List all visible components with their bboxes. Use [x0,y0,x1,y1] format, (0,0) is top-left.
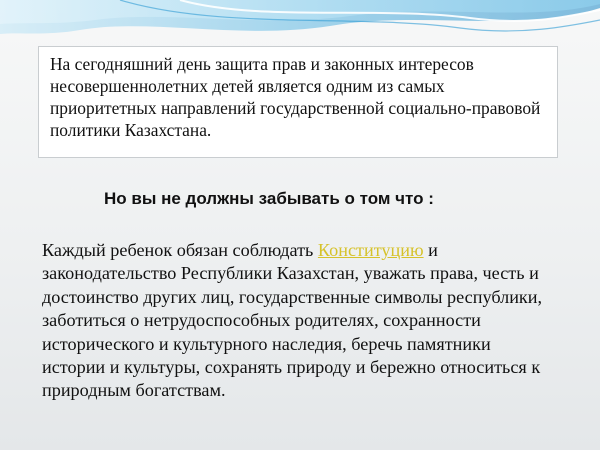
body-text-before-link: Каждый ребенок обязан соблюдать [42,240,318,260]
body-paragraph [42,239,557,403]
body-text-after-link: и законодательство Республики Казахстан, уважать права, честь и достоинство других лиц, государственные символы республики, заботиться о нетрудоспособных родителях, сохранности исторического и культурного наследия, беречь памятники истории и культуры, сохранять природу и бережно относиться к природным богатствам. [42,240,543,401]
constitution-link[interactable]: Конституцию [317,240,424,260]
intro-paragraph: На сегодняшний день защита прав и законных интересов несовершеннолетних детей является одним из самых приоритетных направлений государственной социально-правовой политики Казахстана. [50,54,541,140]
slide-heading: Но вы не должны забывать о том что : [104,189,434,208]
